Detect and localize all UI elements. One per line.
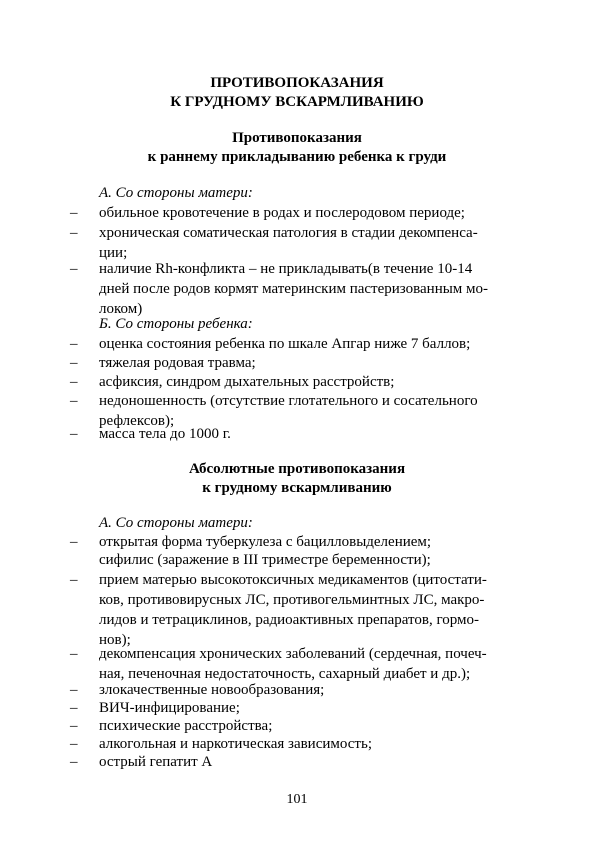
list-dash: – — [70, 225, 78, 241]
list-dash: – — [70, 261, 78, 277]
section-2-group-mother-label: А. Со стороны матери: — [99, 515, 253, 531]
list-item-text: масса тела до 1000 г. — [99, 426, 231, 442]
page-number: 101 — [286, 792, 308, 807]
list-item-text: ВИЧ-инфицирование; — [99, 700, 240, 716]
section-2-heading-line-2: к грудному вскармливанию — [202, 480, 392, 496]
list-dash: – — [70, 336, 78, 352]
list-item-text: наличие Rh-конфликта – не прикладывать(в течение 10-14 дней после родов кормят материнским пастеризованным мо- локом) — [99, 261, 489, 317]
section-1-heading-line-2: к раннему прикладыванию ребенка к груди — [147, 149, 447, 165]
page-title-line-2: К ГРУДНОМУ ВСКАРМЛИВАНИЮ — [170, 94, 424, 110]
page-title-line-1: ПРОТИВОПОКАЗАНИЯ — [210, 75, 384, 91]
list-dash: – — [70, 646, 78, 662]
list-item-text: оценка состояния ребенка по шкале Апгар ниже 7 баллов; — [99, 336, 471, 352]
list-item-text: хроническая соматическая патология в стадии декомпенса- ции; — [99, 225, 478, 261]
list-item-text: сифилис (заражение в III триместре беременности); — [99, 552, 431, 568]
section-1-heading-line-1: Противопоказания — [232, 130, 362, 146]
list-item-text: декомпенсация хронических заболеваний (сердечная, почеч- ная, печеночная недостаточность, сахарный диабет и др.); — [99, 646, 487, 682]
list-item-text: прием матерью высокотоксичных медикаментов (цитостати- ков, противовирусных ЛС, противогельминтных ЛС, макро- лидов и тетрациклинов, радиоактивных препаратов, гормо- нов); — [99, 572, 487, 648]
list-dash: – — [70, 426, 78, 442]
section-2-heading-line-1: Абсолютные противопоказания — [188, 461, 406, 477]
section-1-heading — [0, 129, 594, 167]
list-item-text: острый гепатит А — [99, 754, 213, 770]
list-item-text: асфиксия, синдром дыхательных расстройств; — [99, 374, 395, 390]
section-1-group-child-label: Б. Со стороны ребенка: — [99, 316, 253, 332]
list-dash: – — [70, 718, 78, 734]
list-item-text: недоношенность (отсутствие глотательного и сосательного рефлексов); — [99, 393, 478, 429]
section-2-heading — [0, 460, 594, 498]
page-title — [0, 74, 594, 112]
list-dash: – — [70, 700, 78, 716]
list-dash: – — [70, 355, 78, 371]
list-dash: – — [70, 205, 78, 221]
list-item-text: открытая форма туберкулеза с бацилловыделением; — [99, 534, 432, 550]
list-item-text: обильное кровотечение в родах и послеродовом периоде; — [99, 205, 465, 221]
list-item-text: психические расстройства; — [99, 718, 273, 734]
list-dash: – — [70, 393, 78, 409]
list-dash: – — [70, 374, 78, 390]
list-dash: – — [70, 572, 78, 588]
list-item-text: тяжелая родовая травма; — [99, 355, 256, 371]
list-dash: – — [70, 736, 78, 752]
list-dash: – — [70, 682, 78, 698]
list-dash: – — [70, 754, 78, 770]
list-item-text: злокачественные новообразования; — [99, 682, 325, 698]
section-1-group-mother-label: А. Со стороны матери: — [99, 185, 253, 201]
list-dash: – — [70, 534, 78, 550]
list-item-text: алкогольная и наркотическая зависимость; — [99, 736, 372, 752]
